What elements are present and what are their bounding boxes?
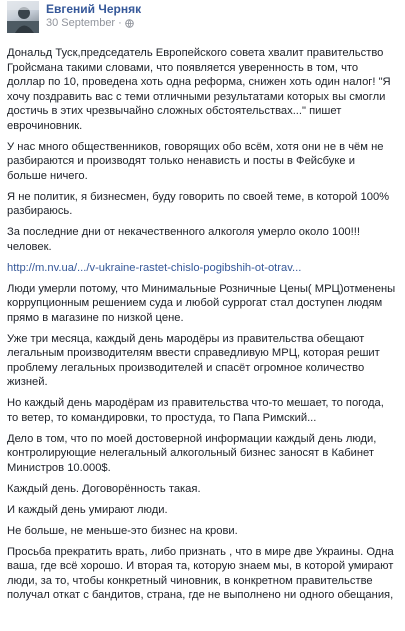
article-link[interactable]: http://m.nv.ua/.../v-ukraine-rastet-chislo-pogibshih-ot-otrav... — [7, 261, 302, 274]
post-paragraph: Я не политик, я бизнесмен, буду говорить по своей теме, в которой 100% разбираюсь. — [7, 190, 390, 217]
post-paragraph: Не больше, не меньше-это бизнес на крови. — [7, 524, 238, 537]
post-paragraph: За последние дни от некачественного алкоголя умерло около 100!!!человек. — [7, 226, 360, 253]
meta-separator: · — [118, 17, 122, 29]
post-paragraph: Люди умерли потому, что Минимальные Розничные Цены( МРЦ)отменены коррупционным решением суда и любой суррогат стал доступен людям прямо в магазине по низкой цене. — [7, 282, 396, 324]
post-link-paragraph — [7, 261, 397, 276]
avatar-photo-icon — [7, 1, 39, 33]
post-paragraph: Каждый день. Договорённость такая. — [7, 482, 201, 495]
post-paragraph: У нас много общественников, говорящих обо всём, хотя они не в чём не разбираются и производят только ненависть и посты в Фейсбуке и больше ничего. — [7, 140, 384, 182]
post-paragraph: Просьба прекратить врать, либо признать , что в мире две Украины. Одна ваша, где всё хорошо. И вторая та, которую знаем мы, в которой умирают люди, за то, чтобы конкретный чиновник, в конкретном правительстве получал откат с бандитов, страна, где не выполнено ни одного обещания, — [7, 545, 394, 601]
post-paragraph: Дональд Туск,председатель Европейского совета хвалит правительство Гройсмана такими словами, что появляется уверенность в том, что доллар по 10, проведена хоть одна реформа, снижен хоть один налог! "Я хочу поздравить вас с теми отличными результатами которых вы смогли достичь в этих чрезвычайно сложных обстоятельствах..." пишет еврочиновник. — [7, 47, 391, 132]
author-block — [46, 0, 141, 30]
post-header — [7, 0, 399, 40]
post-paragraph: И каждый день умирают люди. — [7, 503, 168, 516]
post-meta — [46, 17, 141, 30]
author-name-link[interactable]: Евгений Черняк — [46, 2, 142, 16]
post-paragraph: Дело в том, что по моей достоверной информации каждый день люди, контролирующие нелегальный алкогольный бизнес заносят в Кабинет Министров 10.000$. — [7, 432, 377, 474]
post-date[interactable]: 30 September — [46, 17, 116, 29]
post-paragraph: Но каждый день мародёрам из правительства что-то мешает, то погода, то ветер, то командировки, то простуда, то Папа Римский... — [7, 397, 384, 424]
avatar[interactable] — [7, 1, 39, 33]
globe-icon[interactable] — [125, 19, 134, 28]
post-paragraph: Уже три месяца, каждый день мародёры из правительства обещают легальным производителям ввести справедливую МРЦ, которая решит проблему легальных производителей и спасёт огромное количество жизней. — [7, 332, 380, 388]
post-body — [7, 46, 399, 603]
